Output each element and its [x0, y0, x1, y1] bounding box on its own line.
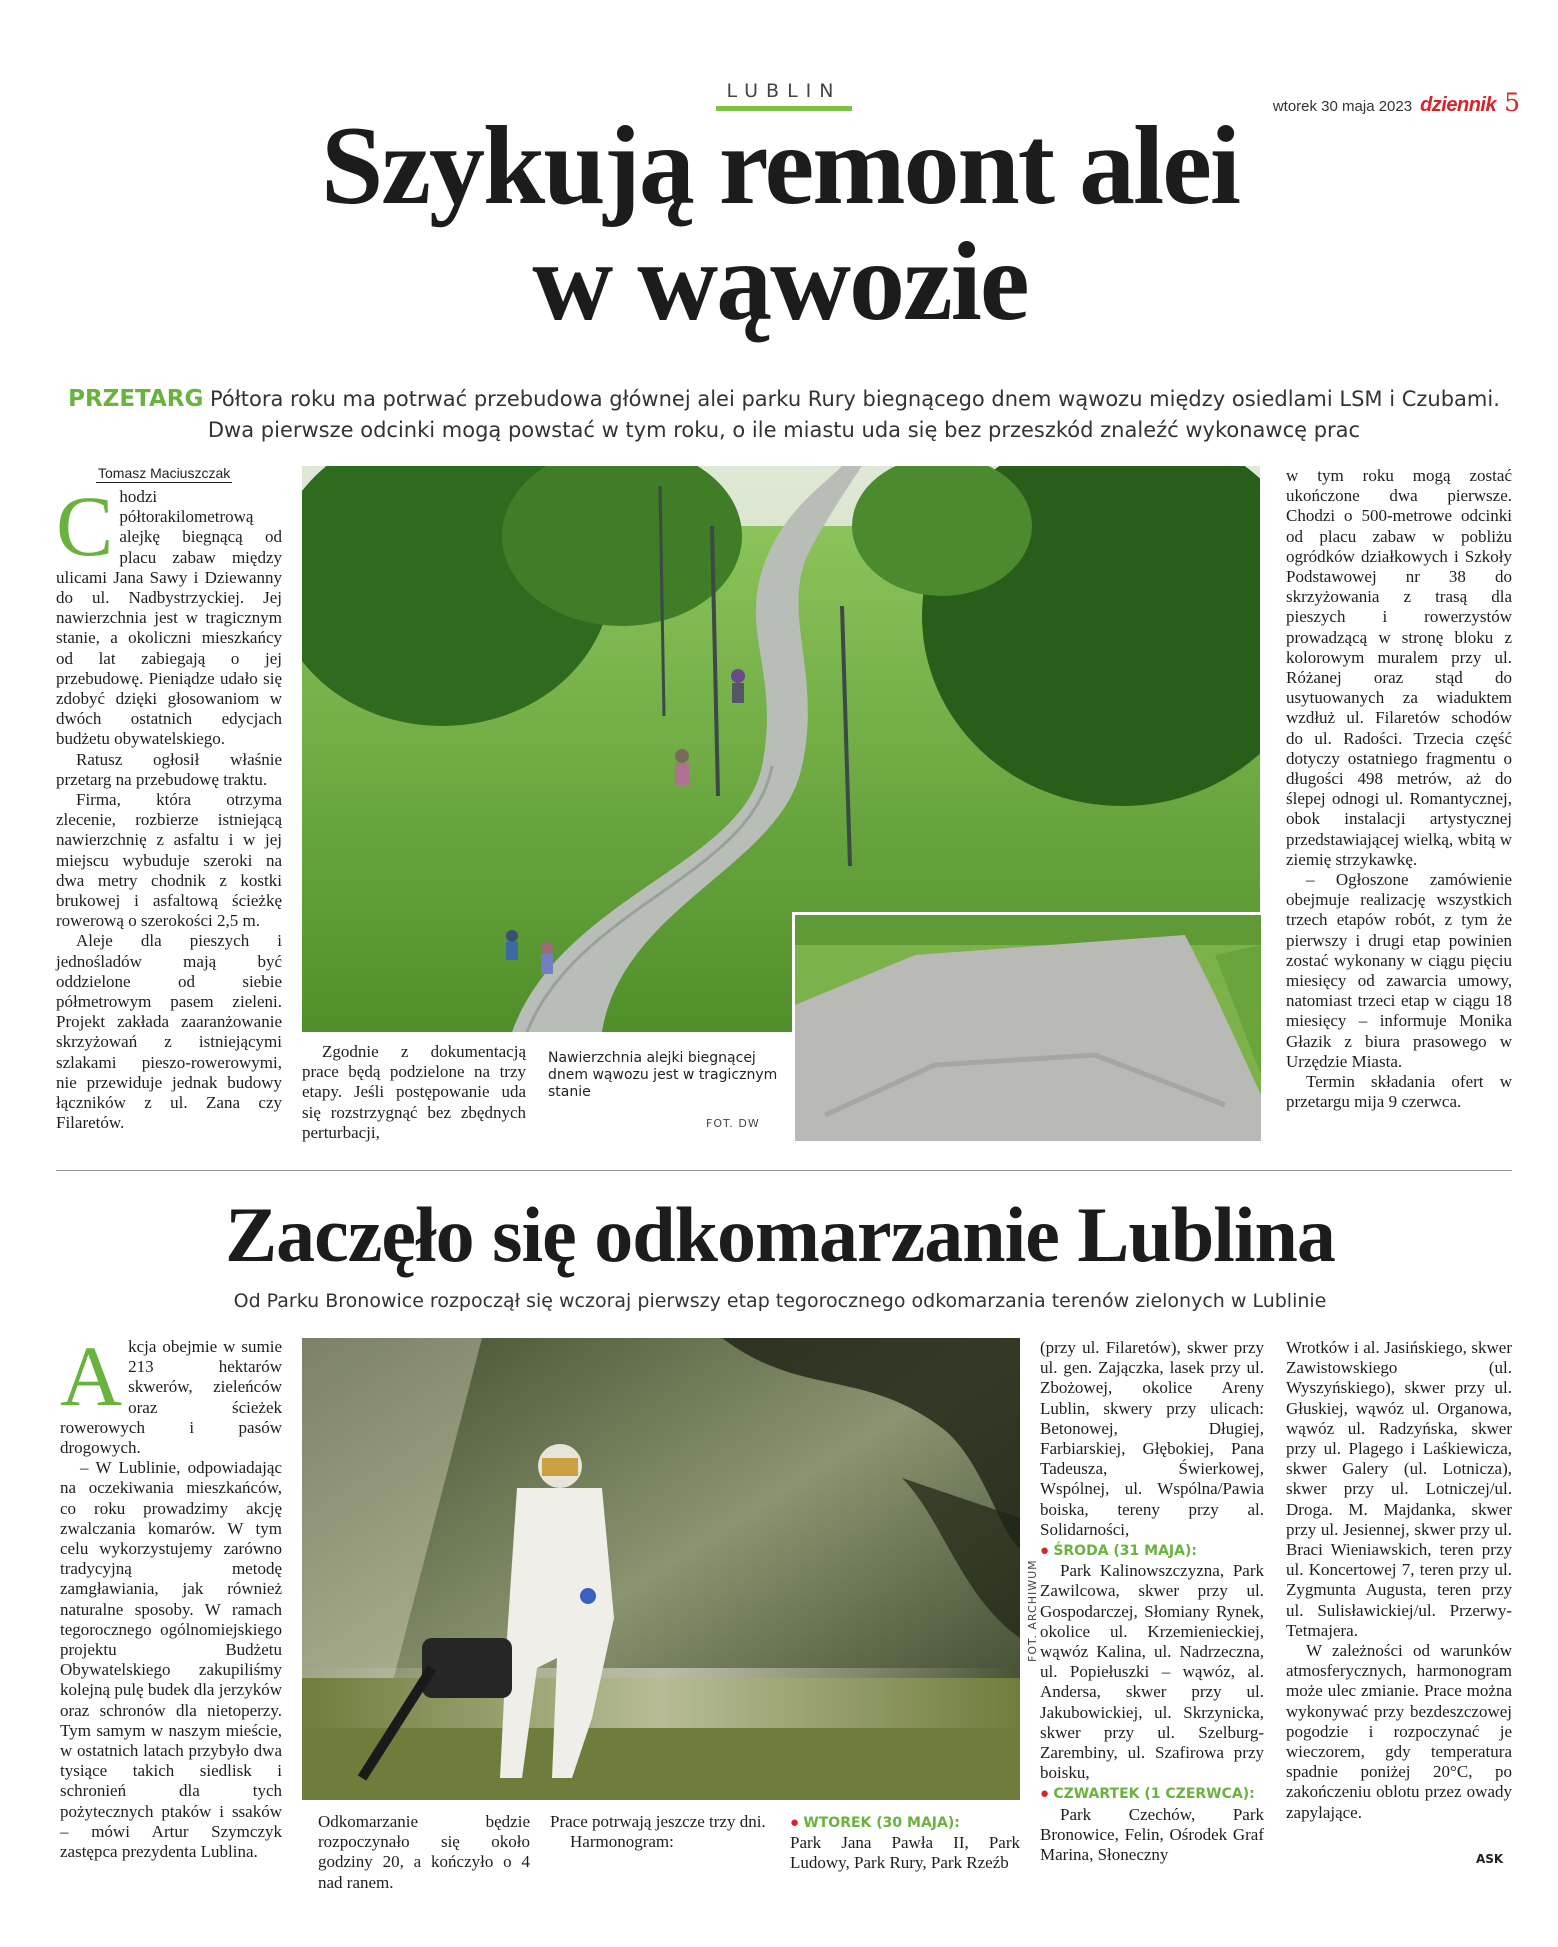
- road-surface-illustration: [795, 915, 1261, 1141]
- schedule-day-heading: ● CZWARTEK (1 CZERWCA):: [1040, 1786, 1255, 1803]
- article1-photo-caption: Nawierzchnia alejki biegnącej dnem wąwozu jest w tragicznym stanie: [548, 1050, 778, 1100]
- article2-photo-credit: FOT. ARCHIWUM: [1026, 1559, 1039, 1662]
- page-number: 5: [1504, 88, 1520, 117]
- article1-kicker: PRZETARG: [68, 386, 204, 412]
- article1-paragraph: Aleje dla pieszych i jednośladów mają być oddzielone od siebie półmetrowym pasem zieleni. Projekt zakłada zaaranżowanie skrzyżowań z istniejącymi szlakami pieszo-rowerowymi, nie przewiduje jednak budowy łączników z ul. Zana czy Filaretów.: [56, 931, 282, 1133]
- brand-logo: dziennik: [1420, 94, 1497, 116]
- article2-column-5: [1286, 1338, 1512, 1823]
- article1-dropcap: C: [56, 478, 114, 574]
- article2-column-3: [550, 1812, 776, 1852]
- article1-column-2: [302, 1042, 526, 1143]
- article1-paragraph: Termin składania ofert w przetargu mija 9 czerwca.: [1286, 1072, 1512, 1112]
- article1-lead: [56, 384, 1512, 446]
- article1-paragraph: w tym roku mogą zostać ukończone dwa pierwsze. Chodzi o 500-metrowe odcinki od placu zabaw w pobliżu ogródków działkowych i Szkoły Podstawowej nr 38 do skrzyżowania z trasą dla pieszych i rowerzystów prowadzącą w stronę bloku z kolorowym muralem przy ul. Różanej oraz stąd do usytuowanych za wiaduktem wzdłuż ul. Filaretów schodów do ul. Radości. Trzecia część dotyczy ostatniego fragmentu o długości 498 metrów, aż do ślepej odnogi ul. Romantycznej, obok instalacji artystycznej przedstawiającej wielką, wbitą w ziemię strzykawkę.: [1286, 466, 1512, 869]
- article1-photo-inset: [792, 912, 1264, 1144]
- article1-paragraph: – Ogłoszone zamówienie obejmuje realizację wszystkich trzech etapów robót, z tym że pierwszy i drugi etap powinien zostać wykonany w ciągu pięciu miesięcy od zawarcia umowy, natomiast trzeci etap w ciągu 18 miesięcy – informuje Monika Głazik z biura prasowego w Urzędzie Miasta.: [1286, 870, 1512, 1071]
- article1-column-1: [56, 478, 282, 1134]
- article2-paragraph: Harmonogram:: [570, 1832, 674, 1852]
- schedule-day-heading: ● WTOREK (30 MAJA):: [790, 1815, 960, 1831]
- article1-photo-credit: FOT. DW: [706, 1117, 760, 1130]
- section-label: LUBLIN: [716, 80, 852, 111]
- article2-paragraph: kcja obejmie w sumie 213 hektarów skwerów, zieleńców oraz ścieżek rowerowych i pasów drogowych.: [60, 1337, 282, 1458]
- article2-paragraph: – W Lublinie, odpowiadając na oczekiwania mieszkańców, co roku prowadzimy akcję zwalczania komarów. W tym celu wykorzystujemy zarówno tradycyjną metodę zamgławiania, jak również naturalne sposoby. W ramach tegorocznego ogólnomiejskiego projektu Budżetu Obywatelskiego zakupiliśmy kolejną pulę budek dla jerzyków oraz schronów dla nietoperzy. Tym samym w naszym mieście, w ostatnich latach przybyło dwa tysiące takich siedlisk i schronień dla tych pożytecznych ptaków i ssaków – mówi Artur Szymczyk zastępca prezydenta Lublina.: [60, 1458, 282, 1862]
- article1-paragraph: Zgodnie z dokumentacją prace będą podzielone na trzy etapy. Jeśli postępowanie uda się rozstrzygnąć bez zbędnych perturbacji,: [302, 1042, 526, 1142]
- article1-paragraph: Firma, która otrzyma zlecenie, rozbierze istniejącą nawierzchnię z asfaltu i w jej miejscu wybuduje szeroki na dwa metry chodnik z kostki brukowej i asfaltową ścieżkę rowerową o szerokości 2,5 m.: [56, 790, 282, 931]
- schedule-day-heading: ● ŚRODA (31 MAJA):: [1040, 1543, 1197, 1560]
- article2-dropcap: A: [60, 1328, 123, 1424]
- article1-headline-line1: Szykują remont alei: [320, 104, 1240, 228]
- article2-paragraph: W zależności od warunków atmosferycznych, harmonogram może ulec zmianie. Prace można wykonywać przy bezdeszczowej pogodzie i rozpoczynać je wieczorem, gdy temperatura spadnie poniżej 20°C, po zakończeniu oblotu przez owady zapylające.: [1286, 1641, 1512, 1822]
- article1-paragraph: Ratusz ogłosił właśnie przetarg na przebudowę traktu.: [56, 749, 282, 789]
- article1-paragraph: hodzi półtorakilometrową alejkę biegnącą od placu zabaw między ulicami Jana Sawy i Dziewanny do ul. Nadbystrzyckiej. Jej nawierzchnia jest w tragicznym stanie, a okoliczni mieszkańcy od lat zabiegają o jej przebudowę. Pieniądze udało się zdobyć dzięki głosowaniom w dwóch ostatnich edycjach budżetu obywatelskiego.: [56, 487, 282, 749]
- article2-schedule-start: [790, 1812, 1020, 1874]
- article2-column-1: [60, 1328, 282, 1862]
- schedule-day-text: Park Kalinowszczyzna, Park Zawilcowa, skwer przy ul. Gospodarczej, Słomiany Rynek, okolice ul. Krzemienieckiej, wąwóz Kalina, ul. Nadrzeczna, ul. Popiełuszki – wąwóz, al. Andersa, skwer przy ul. Jakubowickiej, ul. Skrzynicka, skwer przy ul. Szelburg-Zarembiny, ul. Szafirowa przy boisku,: [1040, 1561, 1264, 1783]
- issue-date: wtorek 30 maja 2023: [1272, 98, 1413, 115]
- article1-headline-line2: w wąwozie: [532, 220, 1028, 344]
- schedule-day-text: Park Czechów, Park Bronowice, Felin, Ośrodek Graf Marina, Słoneczny: [1040, 1804, 1264, 1865]
- article2-headline: Zaczęło się odkomarzanie Lublina: [225, 1191, 1335, 1278]
- article1-author: Tomasz Maciuszczak: [98, 465, 231, 481]
- article2-paragraph: Prace potrwają jeszcze trzy dni.: [550, 1812, 766, 1831]
- section-divider: [56, 1170, 1512, 1171]
- article1-lead-text: Półtora roku ma potrwać przebudowa głównej alei parku Rury biegnącego dnem wąwozu między osiedlami LSM i Czubami. Dwa pierwsze odcinki mogą powstać w tym roku, o ile miastu uda się bez przeszkód znaleźć wykonawcę prac: [203, 387, 1500, 442]
- article2-signature: ASK: [1476, 1852, 1504, 1866]
- article2-paragraph: Odkomarzanie będzie rozpoczynało się około godziny 20, a kończyło o 4 nad ranem.: [318, 1812, 530, 1892]
- article2-paragraph: (przy ul. Filaretów), skwer przy ul. gen. Zajączka, lasek przy ul. Zbożowej, okolice Areny Lublin, skwery przy ulicach: Betonowej, Długiej, Farbiarskiej, Głębokiej, Pana Tadeusza, Świerkowej, Wspólnej, ul. Wspólna/Pawia boiska, tereny przy al. Solidarności,: [1040, 1338, 1264, 1539]
- article2-paragraph: Wrotków i al. Jasińskiego, skwer Zawistowskiego (ul. Wyszyńskiego), skwer przy ul. Głuskiej, wąwóz ul. Organowa, wąwóz ul. Radzyńska, skwer przy ul. Plagego i Laśkiewicza, skwer Galery (ul. Lotnicza), skwer przy ul. Lotniczej/ul. Droga. M. Majdanka, skwer przy ul. Jesiennej, skwer przy ul. Braci Wieniawskich, teren przy ul. Koncertowej 7, teren przy ul. Zygmunta Augusta, teren przy ul. Sulisławickiej/ul. Przerwy-Tetmajera.: [1286, 1338, 1512, 1640]
- schedule-day-text: Park Jana Pawła II, Park Ludowy, Park Rury, Park Rzeźb: [790, 1833, 1020, 1873]
- article1-column-3: [1286, 466, 1512, 1113]
- article2-column-4: [1040, 1338, 1264, 1865]
- article2-column-2: [318, 1812, 530, 1893]
- fogging-photo-illustration: [302, 1338, 1020, 1800]
- article2-photo-fogging: [302, 1338, 1020, 1800]
- article2-lead: Od Parku Bronowice rozpoczął się wczoraj pierwszy etap tegorocznego odkomarzania terenów zielonych w Lublinie: [233, 1290, 1327, 1312]
